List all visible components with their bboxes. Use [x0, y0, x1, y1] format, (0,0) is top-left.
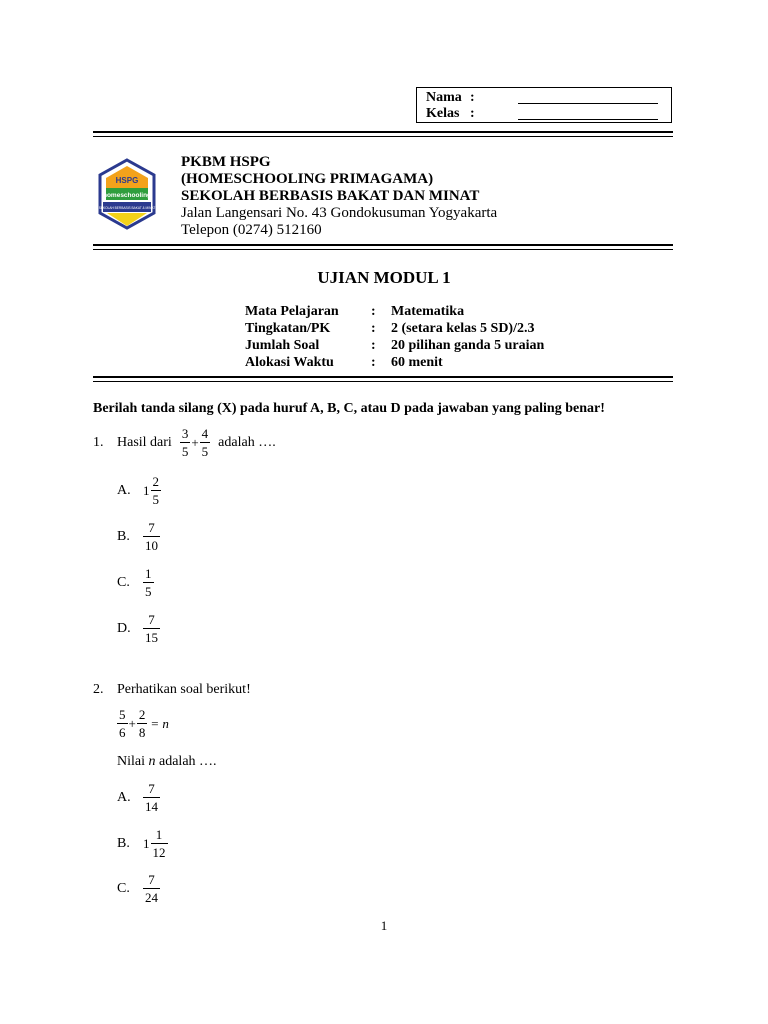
fraction	[143, 781, 160, 814]
option-b[interactable]	[117, 827, 168, 860]
q2-ask	[117, 754, 217, 770]
nama-row	[426, 89, 475, 106]
school-header	[181, 154, 497, 239]
name-class-box	[416, 87, 672, 123]
fraction-numerator: 5	[119, 707, 126, 722]
fraction	[143, 872, 160, 905]
fraction-denominator: 12	[152, 845, 166, 860]
fraction	[137, 707, 148, 740]
logo-banner-text: SEKOLAH BERBASIS BAKAT & MINAT	[98, 206, 156, 210]
fraction-denominator: 24	[145, 890, 158, 905]
school-name-line1: PKBM HSPG	[181, 154, 271, 170]
fraction-numerator: 2	[138, 707, 146, 722]
school-phone: Telepon (0274) 512160	[181, 222, 322, 238]
fraction-numerator: 1	[155, 827, 163, 842]
question-number: 2.	[93, 682, 104, 697]
meta-row: Mata Pelajaran : Matematika	[245, 304, 465, 319]
fraction-denominator: 5	[145, 584, 152, 599]
fraction	[180, 426, 191, 459]
header-rule-bottom	[93, 244, 673, 246]
page-number: 1	[380, 918, 388, 933]
fraction	[143, 612, 160, 645]
option-label: B.	[117, 528, 130, 544]
logo-homeschooling-text: homeschooling	[102, 192, 152, 199]
option-label: A.	[117, 482, 131, 498]
header-rule-top	[93, 131, 673, 133]
option-c[interactable]	[117, 566, 154, 599]
option-c[interactable]	[117, 872, 160, 905]
fraction	[200, 426, 211, 459]
kelas-row	[426, 105, 475, 122]
nama-colon: :	[470, 90, 475, 105]
option-label: C.	[117, 574, 130, 590]
fraction-denominator: 5	[152, 492, 159, 507]
nama-label: Nama	[426, 90, 462, 105]
meta-rule-thin	[93, 381, 673, 382]
school-name-line3: SEKOLAH BERBASIS BAKAT DAN MINAT	[181, 188, 480, 204]
meta-value: 20 pilihan ganda 5 uraian	[391, 338, 545, 353]
meta-value: 60 menit	[391, 355, 443, 370]
fraction-denominator: 10	[145, 538, 158, 553]
q2-equation	[117, 707, 169, 740]
meta-key: Alokasi Waktu	[245, 355, 334, 370]
fraction	[151, 827, 168, 860]
meta-row: Jumlah Soal : 20 pilihan ganda 5 uraian	[245, 338, 545, 353]
ask-variable: n	[148, 754, 156, 769]
school-address: Jalan Langensari No. 43 Gondokusuman Yogyakarta	[181, 205, 498, 221]
fraction-numerator: 1	[145, 566, 152, 581]
mixed-whole: 1	[143, 482, 150, 498]
meta-key: Mata Pelajaran	[245, 304, 339, 319]
meta-value: 2 (setara kelas 5 SD)/2.3	[391, 321, 535, 336]
exam-title: UJIAN MODUL 1	[317, 268, 451, 287]
question-2	[93, 682, 251, 698]
fraction-numerator: 3	[181, 426, 189, 441]
fraction	[117, 707, 128, 740]
option-a[interactable]	[117, 474, 161, 507]
question-number: 1.	[93, 434, 104, 450]
question-1	[93, 426, 276, 459]
option-label: D.	[117, 620, 131, 636]
option-b[interactable]	[117, 520, 160, 553]
header-rule-top-thin	[93, 136, 673, 137]
fraction-numerator: 7	[148, 520, 155, 535]
school-name-line2: (HOMESCHOOLING PRIMAGAMA)	[181, 171, 434, 187]
option-a[interactable]	[117, 781, 160, 814]
fraction	[143, 520, 160, 553]
equals-n: = n	[150, 715, 169, 731]
fraction-denominator: 6	[119, 725, 126, 740]
fraction-numerator: 2	[152, 474, 159, 489]
question-prompt: Perhatikan soal berikut!	[117, 682, 251, 697]
kelas-label: Kelas	[426, 106, 460, 121]
ask-prefix: Nilai	[117, 754, 145, 769]
fraction-numerator: 7	[148, 781, 155, 796]
option-label: C.	[117, 880, 130, 896]
fraction-numerator: 7	[148, 612, 155, 627]
meta-row: Alokasi Waktu : 60 menit	[245, 355, 443, 370]
fraction	[143, 566, 154, 599]
option-label: A.	[117, 789, 131, 805]
ask-suffix: adalah ….	[159, 754, 217, 769]
instruction-text: Berilah tanda silang (X) pada huruf A, B, C, atau D pada jawaban yang paling benar!	[93, 401, 605, 416]
plus-sign: +	[128, 715, 136, 731]
option-label: B.	[117, 835, 130, 851]
mixed-whole: 1	[143, 835, 150, 851]
kelas-fill-line[interactable]	[518, 107, 658, 120]
plus-sign: +	[191, 434, 199, 450]
question-prefix: Hasil dari	[117, 434, 172, 450]
fraction-denominator: 14	[145, 799, 158, 814]
logo-hspg-text: HSPG	[115, 176, 139, 185]
meta-key: Tingkatan/PK	[245, 321, 331, 336]
fraction-numerator: 7	[148, 872, 155, 887]
fraction-denominator: 5	[201, 444, 209, 459]
meta-value: Matematika	[391, 304, 465, 319]
fraction-numerator: 4	[201, 426, 209, 441]
exam-meta	[245, 303, 544, 371]
nama-fill-line[interactable]	[518, 91, 658, 104]
fraction-denominator: 15	[145, 630, 158, 645]
fraction	[151, 474, 162, 507]
fraction-denominator: 8	[138, 725, 146, 740]
meta-row: Tingkatan/PK : 2 (setara kelas 5 SD)/2.3	[245, 321, 535, 336]
header-rule-bottom-thin	[93, 249, 673, 250]
school-logo	[97, 158, 157, 230]
option-d[interactable]	[117, 612, 160, 645]
meta-rule	[93, 376, 673, 378]
fraction-denominator: 5	[181, 444, 189, 459]
kelas-colon: :	[470, 106, 475, 121]
question-suffix: adalah ….	[218, 434, 276, 450]
meta-key: Jumlah Soal	[245, 338, 320, 353]
